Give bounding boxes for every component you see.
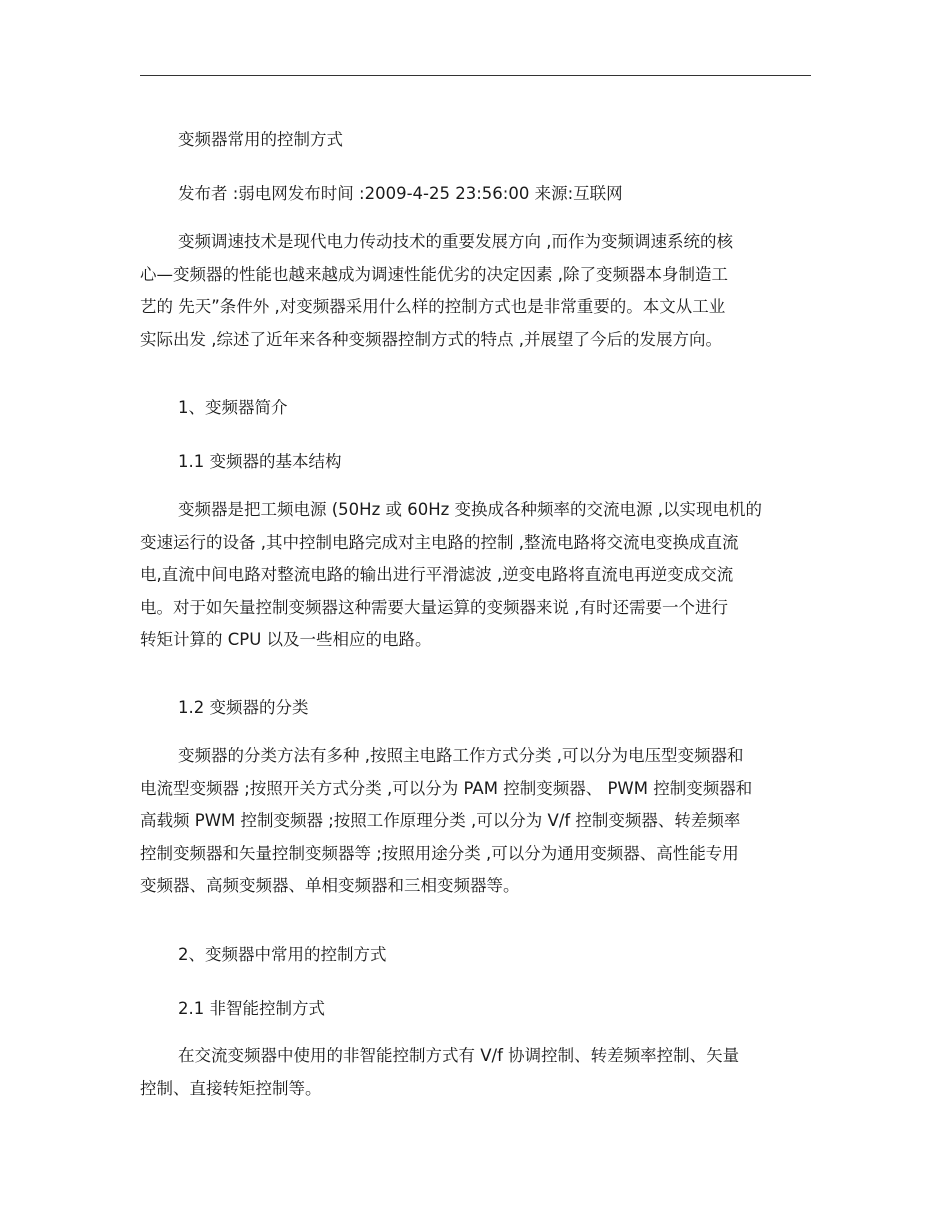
paragraph-line: 控制变频器和矢量控制变频器等 ;按照用途分类 ,可以分为通用变频器、高性能专用 — [140, 843, 739, 863]
paragraph-line: 实际出发 ,综述了近年来各种变频器控制方式的特点 ,并展望了今后的发展方向。 — [140, 329, 722, 349]
paragraph-line: 电。对于如矢量控制变频器这种需要大量运算的变频器来说 ,有时还需要一个进行 — [140, 597, 728, 617]
section-heading-1-2: 1.2 变频器的分类 — [178, 698, 309, 717]
paragraph-line: 电,直流中间电路对整流电路的输出进行平滑滤波 ,逆变电路将直流电再逆变成交流 — [140, 565, 734, 584]
header-rule — [140, 75, 811, 76]
intro-paragraph — [140, 226, 811, 356]
paragraph-line: 艺的 先天”条件外 ,对变频器采用什么样的控制方式也是非常重要的。本文从工业 — [140, 297, 726, 316]
paragraph-line: 变频器的分类方法有多种 ,按照主电路工作方式分类 ,可以分为电压型变频器和 — [178, 746, 744, 765]
article-title: 变频器常用的控制方式 — [178, 130, 343, 149]
paragraph-line: 变频器、高频变频器、单相变频器和三相变频器等。 — [140, 876, 520, 895]
article-meta: 发布者 :弱电网发布时间 :2009-4-25 23:56:00 来源:互联网 — [178, 184, 623, 203]
section-heading-1-1: 1.1 变频器的基本结构 — [178, 452, 342, 471]
paragraph-line: 心—变频器的性能也越来越成为调速性能优劣的决定因素 ,除了变频器本身制造工 — [140, 264, 728, 284]
section-heading-1: 1、变频器简介 — [178, 398, 288, 417]
control-methods-paragraph — [140, 1040, 811, 1105]
structure-paragraph — [140, 494, 811, 657]
paragraph-line: 控制、直接转矩控制等。 — [140, 1078, 322, 1098]
paragraph-line: 高载频 PWM 控制变频器 ;按照工作原理分类 ,可以分为 V/f 控制变频器、转差频率 — [140, 811, 741, 830]
classification-paragraph — [140, 740, 811, 903]
paragraph-line: 在交流变频器中使用的非智能控制方式有 V/f 协调控制、转差频率控制、矢量 — [178, 1046, 740, 1065]
paragraph-line: 电流型变频器 ;按照开关方式分类 ,可以分为 PAM 控制变频器、 PWM 控制变频器和 — [140, 778, 753, 798]
paragraph-line: 变频器是把工频电源 (50Hz 或 60Hz 变换成各种频率的交流电源 ,以实现电机的 — [178, 500, 763, 519]
section-heading-2: 2、变频器中常用的控制方式 — [178, 945, 387, 964]
section-heading-2-1: 2.1 非智能控制方式 — [178, 999, 325, 1018]
paragraph-line: 转矩计算的 CPU 以及一些相应的电路。 — [140, 630, 432, 649]
paragraph-line: 变频调速技术是现代电力传动技术的重要发展方向 ,而作为变频调速系统的核 — [178, 232, 733, 251]
paragraph-line: 变速运行的设备 ,其中控制电路完成对主电路的控制 ,整流电路将交流电变换成直流 — [140, 532, 739, 552]
